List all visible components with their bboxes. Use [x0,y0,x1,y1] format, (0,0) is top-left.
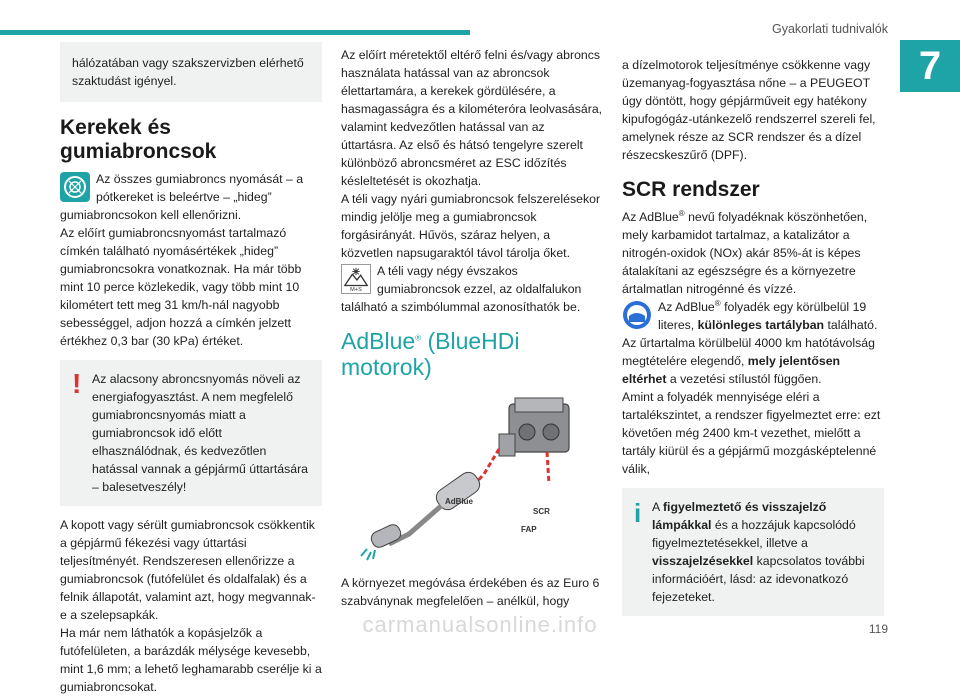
label-adblue: AdBlue [445,497,473,506]
muffler-drawing [369,522,403,549]
adblue-description: Az AdBlue® nevű folyadéknak köszönhetően, mely karbamidot tartalmaz, a katalizátor a nitrogén-oxidok (NOx) akár 85%-át is képes átalakítani az egészségre és a környezetre ártalmatlan nitrogénné és vízzé. [622,208,868,296]
engine-drawing [499,398,569,456]
intro-box [60,42,322,102]
tyre-pressure-paragraph: Az előírt gumiabroncsnyomást tartalmazó címkén található nyomásértékek „hideg” gumiabroncsokra vonatkoznak. Ha már több mint 10 perce közlekedik, vagy több mint 10 kilométert tett meg 31 km/h-nál nagyobb sebességgel, adjon hozzá a címkén jelzett értékhez 0,3 bar (30 kPa) értéket. [60,226,302,348]
adblue-icon [622,300,652,330]
rim-size-paragraph: Az előírt méretektől eltérő felni és/vagy abroncs használata hatással van az abroncsok élettartamára, a kerekek gördülésére, a hasmagasságra és a kilométeróra leolvasására, valamint kedvezőtlen hatással van az úttartásra. Az első és hátsó tengelyre szerelt különböző abroncsméret az ESC időzítés késleltetését is okozhatja. [341,48,603,188]
column-1 [60,42,322,696]
heading-tyres: Kerekek és gumiabroncsok [60,116,217,163]
exhaust-system-illustration [349,394,589,564]
snowflake-mountain-icon [341,264,371,294]
storage-paragraph: A téli vagy nyári gumiabroncsok felszerelésekor mindig jelölje meg a gumiabroncsok forgásirányát. Hűvös, száraz helyen, a közvetlen napsugaraktól távol tárolja őket. [341,192,601,260]
mud-snow-label: M+S [350,287,362,294]
worn-tyres-paragraph: A kopott vagy sérült gumiabroncsok csökkentik a gépjármű fékezési vagy úttartási teljesítményét. Rendszeresen ellenőrizze a gumiabroncsok (futófelület és oldalfalak) és a felnik állapotát, valamint azt, hogy megvannak-e a szelepsapkák. [60,518,316,622]
header-accent-bar [0,30,470,35]
page-number: 119 [868,622,888,636]
heading-adblue-name: AdBlue [341,328,416,354]
euro6-paragraph: A környezet megóvása érdekében és az Euro 6 szabványnak megfelelően – anélkül, hogy [341,576,600,608]
heading-adblue [341,328,603,380]
registered-mark: ® [415,333,422,343]
chapter-number: 7 [900,40,960,92]
peugeot-paragraph: a dízelmotorok teljesítménye csökkenne vagy üzemanyag-fogyasztása nőne – a PEUGEOT úgy döntött, hogy gépjárműveit egy hatékony kipufogógáz-utánkezelő rendszerrel szereli fel, amelynek része az SCR rendszer és a dízel részecskeszűrő (DPF). [622,58,876,162]
intro-text: hálózatában vagy szakszervizben elérhető szaktudást igényel. [72,56,304,88]
tyre-pressure-icon [60,172,90,202]
section-title: Gyakorlati tudnivalók [771,22,888,36]
column-3 [622,56,884,626]
wear-indicator-paragraph: Ha már nem láthatók a kopásjelzők a futófelületen, a barázdák mélysége kevesebb, mint 1,6 mm; a lehető leghamarabb cserélje ki a gumiabroncsokat. [60,626,322,694]
heading-adblue-suffix: (BlueHDi motorok) [341,328,520,380]
info-text: A figyelmeztető és visszajelző lámpákkal és a hozzájuk kapcsolódó figyelmeztetésekkel, illetve a visszajelzésekkel kapcsolatos további információért, lásd: az idevonatkozó fejezeteket. [652,500,865,604]
tank-capacity-paragraph: Az AdBlue® folyadék egy körülbelül 19 literes, különleges tartályban található. Az űrtartalma körülbelül 4000 km hatótávolság megtételére elegendő, mely jelentősen eltérhet a vezetési stílustól függően. [622,298,878,386]
info-box [622,488,884,616]
info-icon: i [634,498,642,528]
warning-icon: ! [72,368,82,399]
column-2 [341,46,603,610]
heading-scr: SCR rendszer [622,178,760,201]
warning-text: Az alacsony abroncsnyomás növeli az energiafogyasztást. A nem megfelelő gumiabroncsnyomás miatt a gumiabroncsok idő előtt elhasználódnak, és kedvezőtlen hatással vannak a gépjármű úttartására – balesetveszély! [92,372,309,494]
label-scr: SCR [533,507,550,516]
winter-tyre-paragraph: A téli vagy négy évszakos gumiabroncsok ezzel, az oldalfalukon található a szimbólummal azonosíthatók be. [341,264,582,314]
label-fap: FAP [521,525,537,534]
warning-box [60,360,322,506]
tyre-cold-text: Az összes gumiabroncs nyomását – a pótkereket is beleértve – „hideg” gumiabroncsokon kell ellenőrizni. [60,172,304,222]
watermark: carmanualsonline.info [362,612,598,637]
reserve-warning-paragraph: Amint a folyadék mennyisége eléri a tartalékszintet, a rendszer figyelmeztet erre: ezt követően még 2400 km-t vezethet, mielőtt a tartály kiürül és a gépjármű mozgásképtelenné válik, [622,390,881,476]
